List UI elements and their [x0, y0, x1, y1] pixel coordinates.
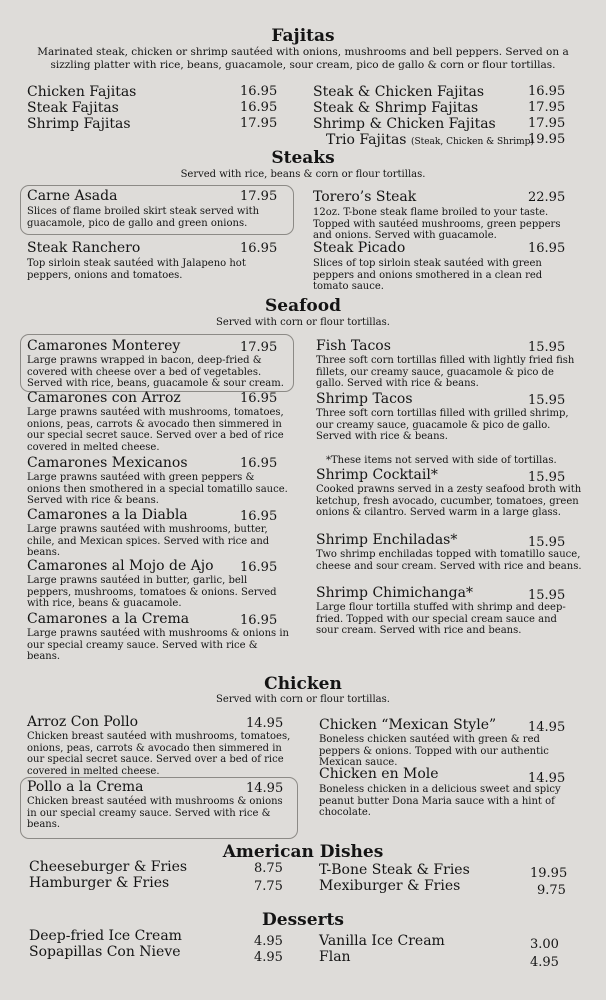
seafood-subtitle: Served with corn or flour tortillas.	[216, 317, 390, 328]
menu-item-description: Three soft corn tortillas filled with grilled shrimp, our creamy sauce, guacamole & pico de gallo. Served with rice & beans.	[316, 408, 569, 442]
menu-item-price: 16.95	[240, 560, 278, 575]
fajitas-item-name: Steak Fajitas	[27, 100, 119, 116]
menu-item-name: Camarones al Mojo de Ajo	[27, 558, 214, 574]
american-item-name: T-Bone Steak & Fries	[319, 862, 470, 878]
menu-item-price: 16.95	[240, 241, 278, 256]
menu-item-price: 16.95	[240, 613, 278, 628]
menu-item-price: 15.95	[528, 393, 566, 408]
fajitas-item-price: 17.95	[528, 116, 566, 131]
chicken-title: Chicken	[264, 674, 342, 694]
dessert-item-name: Flan	[319, 949, 351, 965]
menu-item-name: Pollo a la Crema	[27, 779, 144, 795]
dessert-item-name: Deep-fried Ice Cream	[29, 928, 182, 944]
menu-item-description: Three soft corn tortillas filled with lightly fried fish fillets, our creamy sauce, guacamole & pico de gallo. Served with rice & beans.	[316, 355, 575, 389]
steaks-title: Steaks	[271, 148, 335, 168]
fajitas-item-price: 17.95	[528, 100, 566, 115]
menu-item-name: Camarones a la Crema	[27, 611, 190, 627]
fajitas-item-price: 16.95	[240, 84, 278, 99]
menu-item-price: 16.95	[528, 241, 566, 256]
menu-item-name: Chicken “Mexican Style”	[319, 717, 497, 733]
menu-item-description: Large prawns wrapped in bacon, deep-fried & covered with cheese over a bed of vegetables. Served with rice, beans, guacamole & sour cream.	[27, 355, 284, 389]
menu-item-description: Large prawns sautéed with mushrooms & onions in our special creamy sauce. Served with rice & beans.	[27, 628, 289, 662]
dessert-item-name: Sopapillas Con Nieve	[29, 944, 181, 960]
fajitas-item-name: Steak & Shrimp Fajitas	[313, 100, 479, 116]
menu-item-name: Camarones Monterey	[27, 338, 181, 354]
menu-item-name: Arroz Con Pollo	[27, 714, 139, 730]
menu-item-description: Large flour tortilla stuffed with shrimp and deep-fried. Topped with our special cream sauce and sour cream. Served with rice and beans.	[316, 602, 566, 636]
fajitas-trio-price: 19.95	[528, 132, 566, 147]
menu-item-price: 16.95	[240, 456, 278, 471]
menu-item-name: Shrimp Enchiladas*	[316, 532, 458, 548]
fajitas-item-price: 17.95	[240, 116, 278, 131]
fajitas-title: Fajitas	[271, 26, 335, 46]
menu-item-price: 15.95	[528, 470, 566, 485]
menu-item-price: 14.95	[246, 716, 284, 731]
menu-item-price: 14.95	[528, 771, 566, 786]
menu-item-description: Two shrimp enchiladas topped with tomatillo sauce, cheese and sour cream. Served with rice and beans.	[316, 549, 582, 572]
chicken-subtitle: Served with corn or flour tortillas.	[216, 694, 390, 705]
menu-item-description: Chicken breast sautéed with mushrooms & onions in our special creamy sauce. Served with rice & beans.	[27, 796, 283, 830]
menu-item-price: 15.95	[528, 588, 566, 603]
american-item-name: Cheeseburger & Fries	[29, 859, 188, 875]
dessert-item-price: 4.95	[254, 950, 283, 965]
american-title: American Dishes	[222, 842, 384, 862]
menu-item-name: Chicken en Mole	[319, 766, 439, 782]
seafood-title: Seafood	[265, 296, 341, 316]
fajitas-item-name: Shrimp & Chicken Fajitas	[313, 116, 496, 132]
menu-item-name: Steak Ranchero	[27, 240, 141, 256]
menu-item-name: Shrimp Chimichanga*	[316, 585, 473, 601]
steaks-subtitle: Served with rice, beans & corn or flour tortillas.	[180, 169, 426, 180]
menu-item-description: Large prawns sautéed with mushrooms, butter, chile, and Mexican spices. Served with rice and beans.	[27, 524, 270, 558]
desserts-title: Desserts	[262, 910, 344, 930]
american-item-price: 8.75	[254, 861, 283, 876]
american-item-price: 7.75	[254, 879, 283, 894]
menu-item-name: Carne Asada	[27, 188, 118, 204]
menu-item-price: 17.95	[240, 340, 278, 355]
dessert-item-price: 4.95	[254, 934, 283, 949]
fajitas-item-name: Chicken Fajitas	[27, 84, 137, 100]
fajitas-item-price: 16.95	[240, 100, 278, 115]
menu-item-description: 12oz. T-bone steak flame broiled to your taste. Topped with sautéed mushrooms, green peppers and onions. Served with guacamole.	[313, 207, 561, 241]
menu-item-price: 16.95	[240, 391, 278, 406]
menu-item-description: Large prawns sautéed in butter, garlic, bell peppers, mushrooms, tomatoes & onions. Served with rice, beans & guacamole.	[27, 575, 277, 609]
american-item-price: 9.75	[537, 883, 566, 898]
fajitas-subtitle: Marinated steak, chicken or shrimp sautéed with onions, mushrooms and bell peppers. Served on a sizzling platter with rice, beans, guacamole, sour cream, pico de gallo & corn or flour tortillas.	[37, 46, 569, 71]
menu-item-name: Steak Picado	[313, 240, 406, 256]
american-item-name: Mexiburger & Fries	[319, 878, 461, 894]
menu-item-price: 15.95	[528, 340, 566, 355]
fajitas-trio-note: (Steak, Chicken & Shrimp)	[410, 137, 534, 147]
fajitas-trio-name: Trio Fajitas	[326, 132, 407, 148]
menu-item-name: Camarones a la Diabla	[27, 507, 188, 523]
menu-item-description: Cooked prawns served in a zesty seafood broth with ketchup, fresh avocado, cucumber, tomatoes, green onions & cilantro. Served warm in a large glass.	[316, 484, 582, 518]
menu-item-description: Large prawns sautéed with mushrooms, tomatoes, onions, peas, carrots & avocado then simmered in our special secret sauce. Served over a bed of rice covered in melted cheese.	[27, 407, 284, 453]
menu-item-price: 14.95	[246, 781, 284, 796]
fajitas-item-price: 16.95	[528, 84, 566, 99]
tortilla-note: *These items not served with side of tortillas.	[326, 455, 557, 466]
fajitas-item-name: Steak & Chicken Fajitas	[313, 84, 485, 100]
menu-item-price: 17.95	[240, 189, 278, 204]
menu-item-price: 14.95	[528, 720, 566, 735]
menu-item-name: Shrimp Tacos	[316, 391, 413, 407]
menu-item-name: Torero’s Steak	[313, 189, 417, 205]
menu-item-description: Large prawns sautéed with green peppers & onions then smothered in a special tomatillo sauce. Served with rice & beans.	[27, 472, 288, 506]
menu-item-description: Boneless chicken sautéed with green & red peppers & onions. Topped with our authentic Mexican sauce.	[319, 734, 549, 768]
menu-item-description: Chicken breast sautéed with mushrooms, tomatoes, onions, peas, carrots & avocado then simmered in our special secret sauce. Served over a bed of rice covered in melted cheese.	[27, 731, 291, 777]
menu-item-description: Slices of top sirloin steak sautéed with green peppers and onions smothered in a clean red tomato sauce.	[313, 258, 543, 292]
american-item-name: Hamburger & Fries	[29, 875, 170, 891]
dessert-item-price: 3.00	[530, 937, 559, 952]
menu-item-price: 15.95	[528, 535, 566, 550]
dessert-item-name: Vanilla Ice Cream	[319, 933, 445, 949]
dessert-item-price: 4.95	[530, 955, 559, 970]
menu-item-description: Slices of flame broiled skirt steak served with guacamole, pico de gallo and green onions.	[27, 206, 260, 229]
menu-item-description: Top sirloin steak sautéed with Jalapeno hot peppers, onions and tomatoes.	[27, 258, 246, 281]
fajitas-item-name: Shrimp Fajitas	[27, 116, 131, 132]
menu-item-name: Shrimp Cocktail*	[316, 467, 438, 483]
menu-item-name: Fish Tacos	[316, 338, 391, 354]
menu-item-price: 16.95	[240, 509, 278, 524]
menu-item-name: Camarones Mexicanos	[27, 455, 188, 471]
menu-item-name: Camarones con Arroz	[27, 390, 181, 406]
american-item-price: 19.95	[530, 866, 568, 881]
menu-item-price: 22.95	[528, 190, 566, 205]
menu-item-description: Boneless chicken in a delicious sweet and spicy peanut butter Dona Maria sauce with a hint of chocolate.	[319, 784, 561, 818]
